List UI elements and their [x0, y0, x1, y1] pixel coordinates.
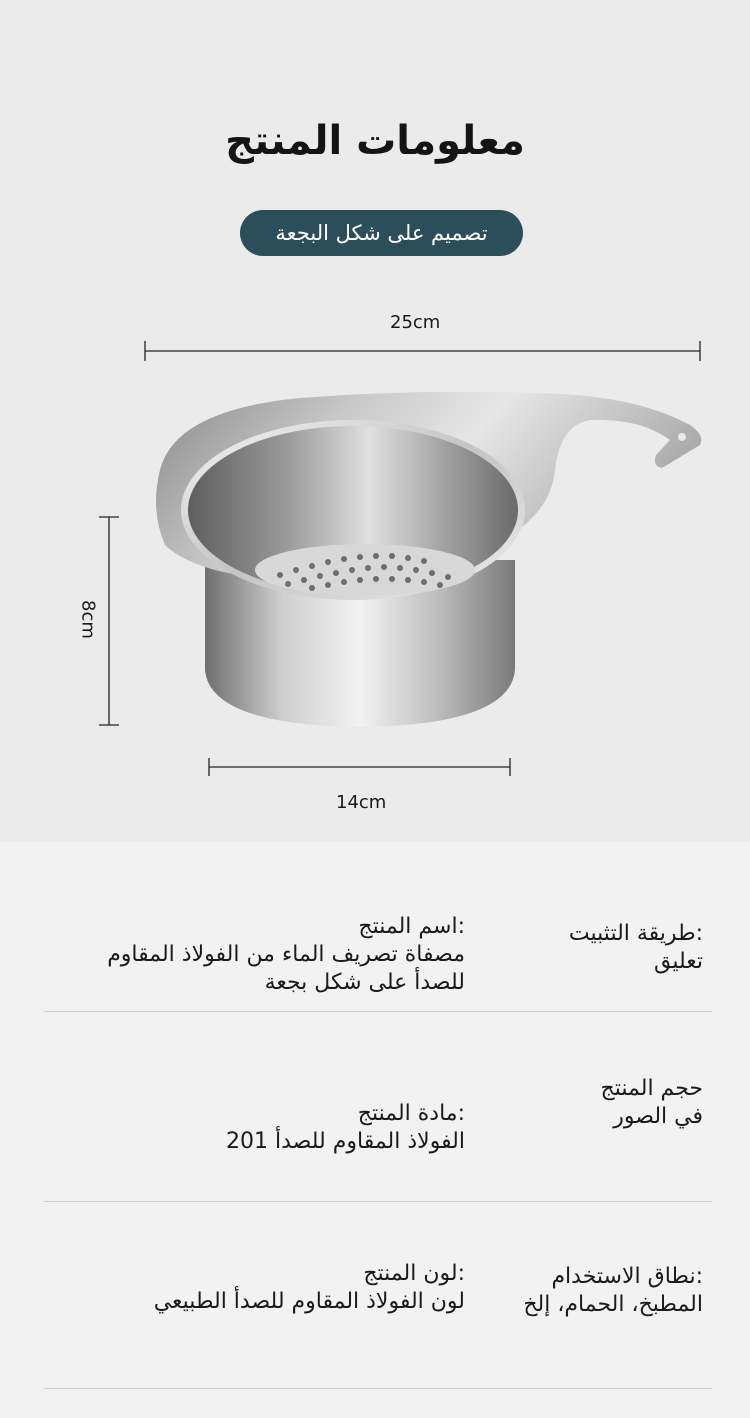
- base-dimension-line: [209, 758, 510, 776]
- spec-usage: [490, 1263, 703, 1319]
- row-divider: [44, 1201, 712, 1202]
- hanging-hole: [678, 433, 686, 441]
- spec-size: [500, 1075, 703, 1131]
- perforated-bottom: [255, 544, 475, 596]
- spec-label: :نطاق الاستخدام: [551, 1264, 703, 1289]
- base-label: 14cm: [336, 792, 387, 813]
- height-dimension-line: [99, 517, 119, 725]
- height-label: 8cm: [77, 600, 99, 639]
- spec-label: :لون المنتج: [363, 1261, 465, 1286]
- spec-label: :مادة المنتج: [357, 1101, 465, 1126]
- width-label: 25cm: [390, 312, 441, 333]
- page-title: معلومات المنتج: [225, 118, 525, 164]
- spec-label: :طريقة التثبيت: [568, 921, 703, 946]
- spec-label: :اسم المنتج: [358, 914, 465, 939]
- spec-installation: [500, 920, 703, 976]
- spec-label: حجم المنتج: [600, 1076, 703, 1101]
- spec-value: تعليق: [653, 949, 703, 974]
- design-badge: تصميم على شكل البجعة: [240, 210, 523, 256]
- spec-value: لون الفولاذ المقاوم للصدأ الطبيعي: [153, 1289, 465, 1314]
- row-divider: [44, 1011, 712, 1012]
- spec-product-name: [30, 913, 465, 997]
- spec-value: في الصور: [613, 1104, 703, 1129]
- spec-value: الفولاذ المقاوم للصدأ 201: [226, 1129, 465, 1154]
- row-divider: [44, 1388, 712, 1389]
- width-dimension-line: [145, 341, 700, 361]
- spec-value: المطبخ، الحمام، إلخ: [523, 1292, 703, 1317]
- spec-material: [30, 1100, 465, 1156]
- spec-value: مصفاة تصريف الماء من الفولاذ المقاوم للصدأ على شكل بجعة: [107, 942, 465, 995]
- spec-color: [30, 1260, 465, 1316]
